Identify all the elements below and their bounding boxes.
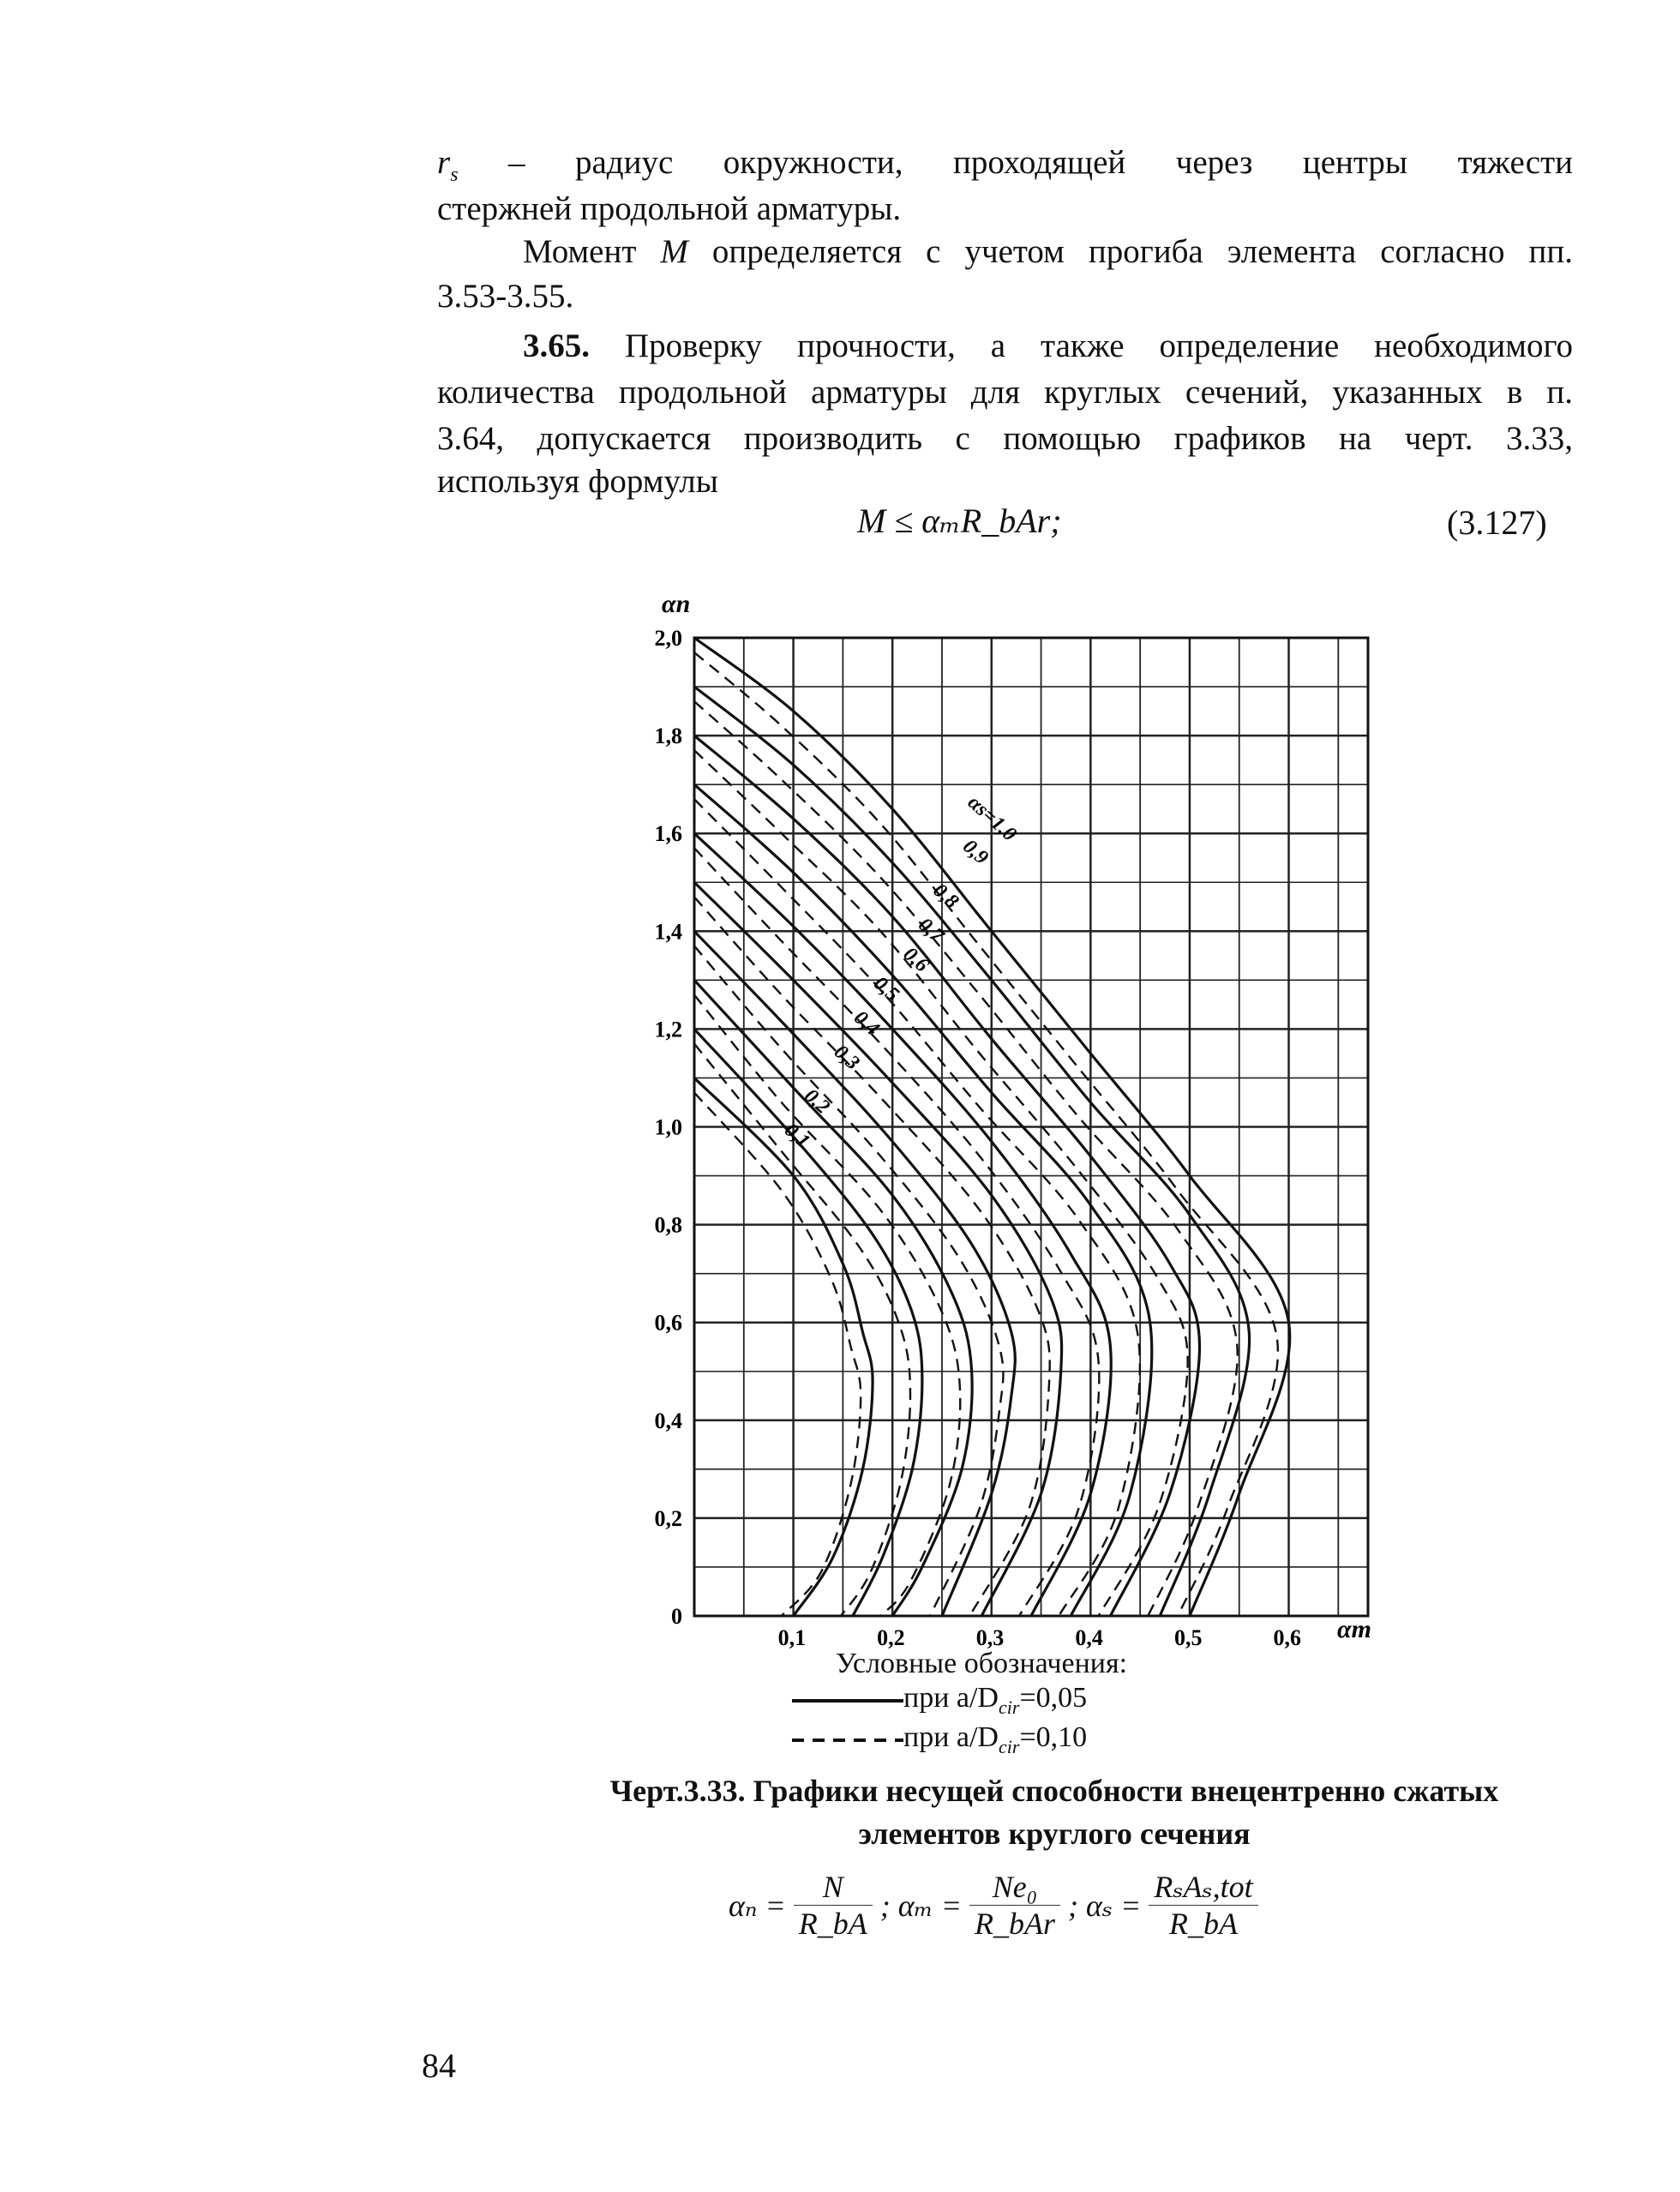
x-tick-label: 0,4 [1075,1625,1103,1650]
alpha-s-lhs: ; αₛ = [1068,1888,1142,1923]
paragraph-3-65: 3.65. Проверку прочности, а также определение необходимого [523,327,1573,364]
legend-dashed-line [792,1735,903,1745]
curve-label: 0,7 [914,913,948,948]
legend-title: Условные обозначения: [836,1648,1128,1679]
alpha-s-fraction: $\frac{\text{RₛAₛ,tot}}{R\_bA}$ [1149,1869,1257,1942]
y-tick-label: 0 [671,1604,682,1629]
y-tick-label: 1,2 [654,1017,682,1042]
alpha-n-fraction: $\frac{N}{R\_bA}$ [794,1869,873,1942]
paragraph-line: количества продольной арматуры для круглых сечений, указанных в п. [437,374,1573,411]
page-number: 84 [422,2046,456,2085]
x-tick-label: 0,2 [877,1625,905,1650]
curve-label: 0,8 [928,879,963,914]
curve-label: 0,5 [869,972,903,1006]
symbol-rs: $r_s$ [437,144,459,186]
y-tick-label: 2,0 [654,626,682,651]
curve-dashed [694,994,960,1616]
formula-3-127: M ≤ αₘR_bAr; [857,501,1062,540]
x-axis-label: αm [1337,1615,1371,1643]
curve-dashed [694,701,1238,1616]
formula-number: (3.127) [1447,503,1547,542]
x-tick-label: 0,5 [1173,1625,1203,1650]
y-tick-label: 1,4 [654,919,682,945]
definitions-formula [729,1869,1258,1942]
y-tick-label: 0,4 [654,1408,682,1433]
caption-line-2: элементов круглого сечения [858,1817,1251,1851]
paragraph-line: 3.53-3.55. [437,278,574,315]
section-number: 3.65. [523,327,590,364]
y-tick-label: 1,8 [654,724,682,749]
curve-label: 0,1 [780,1119,814,1153]
chart-ticks [655,626,1302,1650]
paragraph-moment: Момент M определяется с учетом прогиба элемента согласно пп. [523,233,1573,270]
x-tick-label: 0,6 [1273,1625,1302,1650]
curve-solid [694,687,1250,1616]
legend-solid-line [792,1696,903,1706]
caption-line-1: Черт.3.33. Графики несущей способности внецентренно сжатых [609,1774,1499,1808]
paragraph-line: используя формулы [437,463,718,500]
figure-caption [549,1769,1560,1855]
paragraph-line: $r_s$ – радиус окружности, проходящей через центры тяжести [437,144,1573,186]
bearing-capacity-chart [626,592,1397,1680]
alpha-m-fraction: $\frac{\text{Ne₀}}{\text{R\_bAr}}$ [969,1869,1060,1942]
curve-label: 0,3 [829,1041,864,1075]
curve-label: 0,4 [849,1006,884,1041]
paragraph-line: 3.64, допускается производить с помощью графиков на черт. 3.33, [437,420,1573,457]
curve-label: 0,2 [800,1084,834,1119]
x-tick-label: 0,1 [777,1625,807,1650]
curve-dashed [694,1093,861,1616]
curve-dashed [694,897,1050,1616]
legend-dashed-label: при $a/D_{cir}=0,10$ [903,1721,1088,1757]
alpha-n-lhs: αₙ = [729,1888,786,1923]
y-tick-label: 1,6 [654,821,682,847]
curve-dashed [694,799,1140,1616]
curve-label: 0,9 [958,835,993,869]
y-tick-label: 0,2 [654,1505,682,1531]
y-tick-label: 1,0 [654,1114,682,1140]
y-tick-label: 0,8 [654,1212,682,1238]
curve-solid [694,1078,873,1616]
alpha-m-lhs: ; αₘ = [879,1888,963,1923]
y-axis-label: αn [662,592,691,618]
paragraph-line: стержней продольной арматуры. [437,190,902,227]
curve-label: αs=1,0 [963,791,1021,846]
curve-label: 0,6 [898,942,933,977]
legend-solid-label: при $a/D_{cir}=0,05$ [903,1682,1088,1718]
y-tick-label: 0,6 [654,1310,682,1336]
x-tick-label: 0,3 [975,1625,1005,1650]
